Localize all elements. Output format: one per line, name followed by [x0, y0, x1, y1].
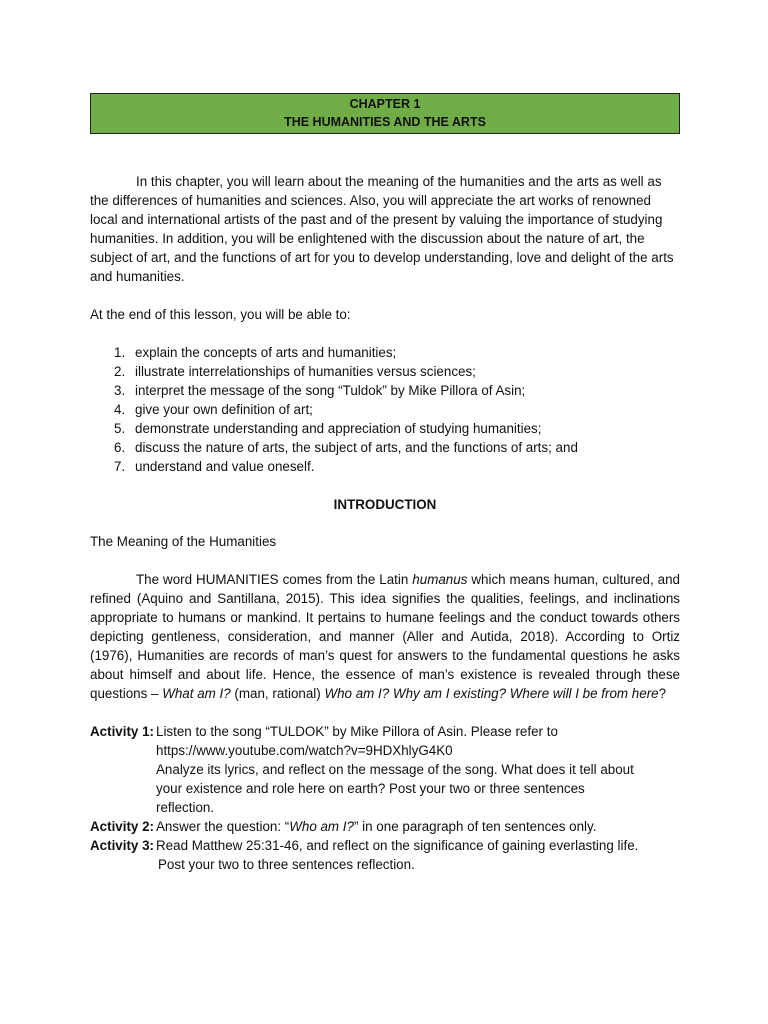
- introduction-heading: INTRODUCTION: [333, 497, 437, 512]
- activity-3: [90, 836, 680, 874]
- meaning-text: (man, rational): [230, 686, 325, 701]
- objective-text: demonstrate understanding and appreciation of studying humanities;: [135, 421, 542, 436]
- activity-line: Analyze its lyrics, and reflect on the message of the song. What does it tell about: [156, 762, 634, 777]
- activity-2: [90, 817, 680, 836]
- chapter-title-box: [90, 93, 680, 134]
- activity-line: Post your two to three sentences reflection.: [158, 857, 415, 872]
- meaning-heading: The Meaning of the Humanities: [90, 534, 277, 549]
- activity-label: Activity 2:: [90, 819, 154, 834]
- chapter-number: CHAPTER 1: [349, 97, 421, 111]
- objective-item: [114, 400, 680, 419]
- meaning-text: ?: [658, 686, 667, 701]
- activity-body: [156, 836, 680, 874]
- objective-item: [114, 438, 680, 457]
- objective-item: [114, 419, 680, 438]
- objectives-lead: At the end of this lesson, you will be able to:: [90, 307, 351, 322]
- questions-who-why-where: Who am I? Why am I existing? Where will I be from here: [324, 686, 659, 701]
- objective-text: interpret the message of the song “Tuldok” by Mike Pillora of Asin;: [135, 383, 526, 398]
- latin-word: humanus: [412, 572, 468, 587]
- activity-line: Read Matthew 25:31-46, and reflect on the significance of gaining everlasting life.: [156, 838, 639, 853]
- activity-question: Who am I?: [289, 819, 354, 834]
- activity-text: Answer the question: “: [156, 819, 290, 834]
- objective-number: 4.: [114, 402, 126, 417]
- activity-1: [90, 722, 680, 817]
- objective-item: [114, 381, 680, 400]
- objective-item: [114, 362, 680, 381]
- objective-number: 6.: [114, 440, 126, 455]
- meaning-text: The word HUMANITIES comes from the Latin: [136, 572, 413, 587]
- objective-number: 5.: [114, 421, 126, 436]
- objective-text: discuss the nature of arts, the subject of arts, and the functions of arts; and: [135, 440, 578, 455]
- objective-number: 7.: [114, 459, 126, 474]
- activity-label: Activity 1:: [90, 724, 154, 739]
- objective-text: understand and value oneself.: [135, 459, 315, 474]
- objective-item: [114, 457, 680, 476]
- objective-text: explain the concepts of arts and humanities;: [135, 345, 397, 360]
- meaning-text: which means human, cultured, and refined (Aquino and Santillana, 2015). This idea signifies the qualities, feelings, and inclinations appropriate to humans or mankind. It pertains to humane feelings and the conduct towards others depicting gentleness, consideration, and manner (Aller and Autida, 2018). According to Ortiz (1976), Humanities are records of man’s quest for answers to the fundamental questions he asks about himself and about life. Hence, the essence of man’s existence is revealed through these questions –: [90, 572, 680, 701]
- activity-body: [156, 817, 680, 836]
- objective-item: [114, 343, 680, 362]
- activity-body: [156, 722, 680, 817]
- objective-text: give your own definition of art;: [135, 402, 313, 417]
- activity-text: ” in one paragraph of ten sentences only.: [353, 819, 597, 834]
- chapter-title: THE HUMANITIES AND THE ARTS: [284, 115, 486, 129]
- question-what-am-i: What am I?: [162, 686, 231, 701]
- activity-line: your existence and role here on earth? Post your two or three sentences: [156, 781, 585, 796]
- document-page: [90, 93, 680, 874]
- activity-line: Listen to the song “TULDOK” by Mike Pillora of Asin. Please refer to: [156, 724, 558, 739]
- objectives-list: [90, 343, 680, 476]
- objective-number: 3.: [114, 383, 126, 398]
- meaning-paragraph: [90, 570, 680, 703]
- activity-label: Activity 3:: [90, 838, 154, 853]
- objective-number: 2.: [114, 364, 126, 379]
- intro-paragraph: In this chapter, you will learn about the meaning of the humanities and the arts as well as the differences of humanities and sciences. Also, you will appreciate the art works of renowned local and international artists of the past and of the present by valuing the importance of studying humanities. In addition, you will be enlightened with the discussion about the nature of art, the subject of art, and the functions of art for you to develop understanding, love and delight of the arts and humanities.: [90, 174, 674, 284]
- activity-line: reflection.: [156, 800, 215, 815]
- youtube-link[interactable]: https://www.youtube.com/watch?v=9HDXhlyG4K0: [156, 743, 453, 758]
- objective-number: 1.: [114, 345, 126, 360]
- activities-section: [90, 722, 680, 874]
- objective-text: illustrate interrelationships of humanities versus sciences;: [135, 364, 476, 379]
